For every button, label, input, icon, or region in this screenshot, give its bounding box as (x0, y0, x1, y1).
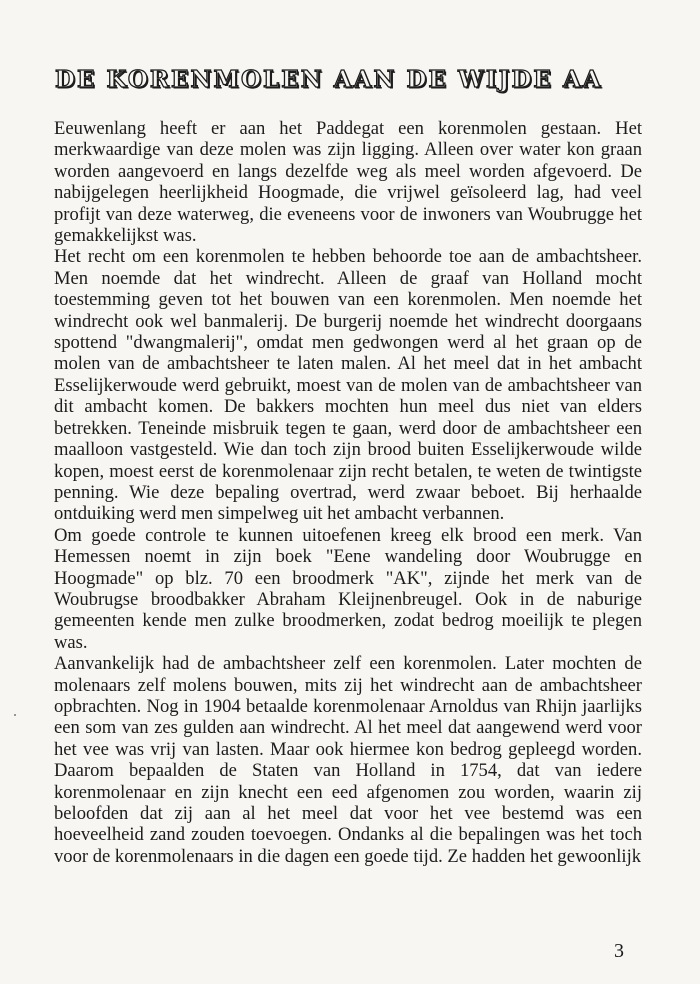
paragraph-2: Het recht om een korenmolen te hebben behoorde toe aan de ambachtsheer. Men noemde dat het windrecht. Alleen de graaf van Holland mocht toestemming geven tot het bouwen van een korenmolen. Men noemde het windrecht ook wel banmalerij. De burgerij noemde het windrecht doorgaans spottend "dwangmalerij", omdat men gedwongen werd al het graan op de molen van de ambachtsheer te laten malen. Al het meel dat in het ambacht Esselijkerwoude werd gebruikt, moest van de molen van de ambachtsheer van dit ambacht komen. De bakkers mochten hun meel dus niet van elders betrekken. Teneinde misbruik tegen te gaan, werd door de ambachtsheer een maalloon vastgesteld. Wie dan toch zijn brood buiten Esselijkerwoude wilde kopen, moest eerst de korenmolenaar zijn recht betalen, te weten de twintigste penning. Wie deze bepaling overtrad, werd zwaar beboet. Bij herhaalde ontduiking werd men simpelweg uit het ambacht verbannen. (54, 246, 642, 525)
scan-speck (14, 714, 16, 716)
page-title: DE KORENMOLEN AAN DE WIJDE AA (55, 66, 603, 93)
page-number: 3 (614, 940, 624, 962)
article-body (54, 118, 642, 867)
paragraph-3: Om goede controle te kunnen uitoefenen kreeg elk brood een merk. Van Hemessen noemt in zijn boek "Eene wandeling door Woubrugge en Hoogmade" op blz. 70 een broodmerk "AK", zijnde het merk van de Woubrugse broodbakker Abraham Kleijnenbreugel. Ook in de naburige gemeenten kende men zulke broodmerken, zodat bedrog moeilijk te plegen was. (54, 524, 642, 653)
paragraph-1: Eeuwenlang heeft er aan het Paddegat een korenmolen gestaan. Het merkwaardige van deze molen was zijn ligging. Alleen over water kon graan worden aangevoerd en langs dezelfde weg als meel worden afgevoerd. De nabijgelegen heerlijkheid Hoogmade, die vrijwel geïsoleerd lag, had veel profijt van deze waterweg, die eveneens voor de inwoners van Woubrugge het gemakkelijkst was. (54, 118, 642, 247)
paragraph-4: Aanvankelijk had de ambachtsheer zelf een korenmolen. Later mochten de molenaars zelf molens bouwen, mits zij het windrecht aan de ambachtsheer opbrachten. Nog in 1904 betaalde korenmolenaar Arnoldus van Rhijn jaarlijks een som van zes gulden aan windrecht. Al het meel dat aangewend werd voor het vee was vrij van lasten. Maar ook hiermee kon bedrog gepleegd worden. Daarom bepaalden de Staten van Holland in 1754, dat van iedere korenmolenaar en zijn knecht een eed afgenomen zou worden, waarin zij beloofden dat zij aan al het meel dat voor het vee bestemd was een hoeveelheid zand zouden toevoegen. Ondanks al die bepalingen was het toch voor de korenmolenaars in die dagen een goede tijd. Ze hadden het gewoonlijk (54, 653, 642, 867)
